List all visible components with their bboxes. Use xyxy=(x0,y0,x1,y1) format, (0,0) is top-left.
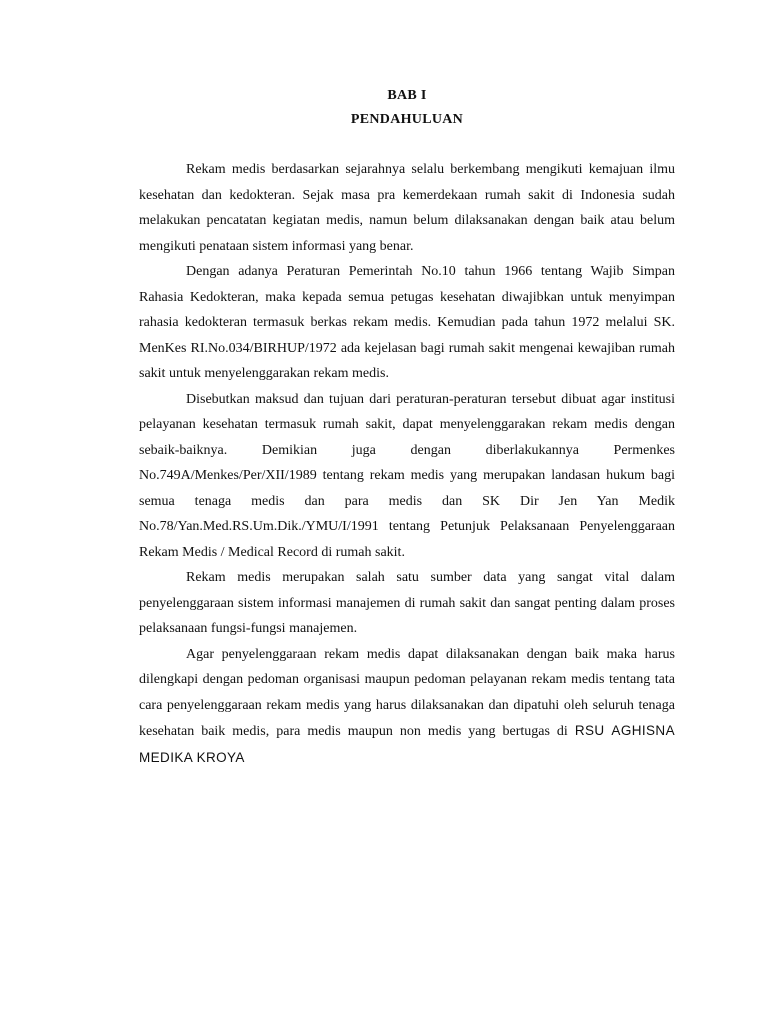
paragraph-5 xyxy=(139,642,675,772)
paragraph-5-text: Agar penyelenggaraan rekam medis dapat dilaksanakan dengan baik maka harus dilengkapi dengan pedoman organisasi maupun pedoman pelayanan rekam medis tentang tata cara penyelenggaraan rekam medis yang harus dilaksanakan dan dipatuhi oleh seluruh tenaga kesehatan baik medis, para medis maupun non medis yang bertugas di xyxy=(139,646,675,739)
paragraph-1: Rekam medis berdasarkan sejarahnya selalu berkembang mengikuti kemajuan ilmu kesehatan dan kedokteran. Sejak masa pra kemerdekaan rumah sakit di Indonesia sudah melakukan pencatatan kegiatan medis, namun belum dilaksanakan dengan baik atau belum mengikuti penataan sistem informasi yang benar. xyxy=(139,162,675,254)
paragraph-2: Dengan adanya Peraturan Pemerintah No.10 tahun 1966 tentang Wajib Simpan Rahasia Kedokteran, maka kepada semua petugas kesehatan diwajibkan untuk menyimpan rahasia kedokteran termasuk berkas rekam medis. Kemudian pada tahun 1972 melalui SK. MenKes RI.No.034/BIRHUP/1972 ada kejelasan bagi rumah sakit mengenai kewajiban rumah sakit untuk menyelenggarakan rekam medis. xyxy=(139,264,675,381)
paragraph-4: Rekam medis merupakan salah satu sumber data yang sangat vital dalam penyelenggaraan sistem informasi manajemen di rumah sakit dan sangat penting dalam proses pelaksanaan fungsi-fungsi manajemen. xyxy=(139,570,675,636)
chapter-number: BAB I xyxy=(387,88,427,103)
document-body xyxy=(139,84,675,771)
paragraph-3: Disebutkan maksud dan tujuan dari peraturan-peraturan tersebut dibuat agar institusi pelayanan kesehatan termasuk rumah sakit, dapat menyelenggarakan rekam medis dengan sebaik-baiknya. Demikian juga dengan diberlakukannya Permenkes No.749A/Menkes/Per/XII/1989 tentang rekam medis yang merupakan landasan hukum bagi semua tenaga medis dan para medis dan SK Dir Jen Yan Medik No.78/Yan.Med.RS.Um.Dik./YMU/I/1991 tentang Petunjuk Pelaksanaan Penyelenggaraan Rekam Medis / Medical Record di rumah sakit. xyxy=(139,391,675,560)
chapter-title: PENDAHULUAN xyxy=(350,112,464,127)
hospital-name: RSU AGHISNA MEDIKA KROYA xyxy=(139,723,675,765)
